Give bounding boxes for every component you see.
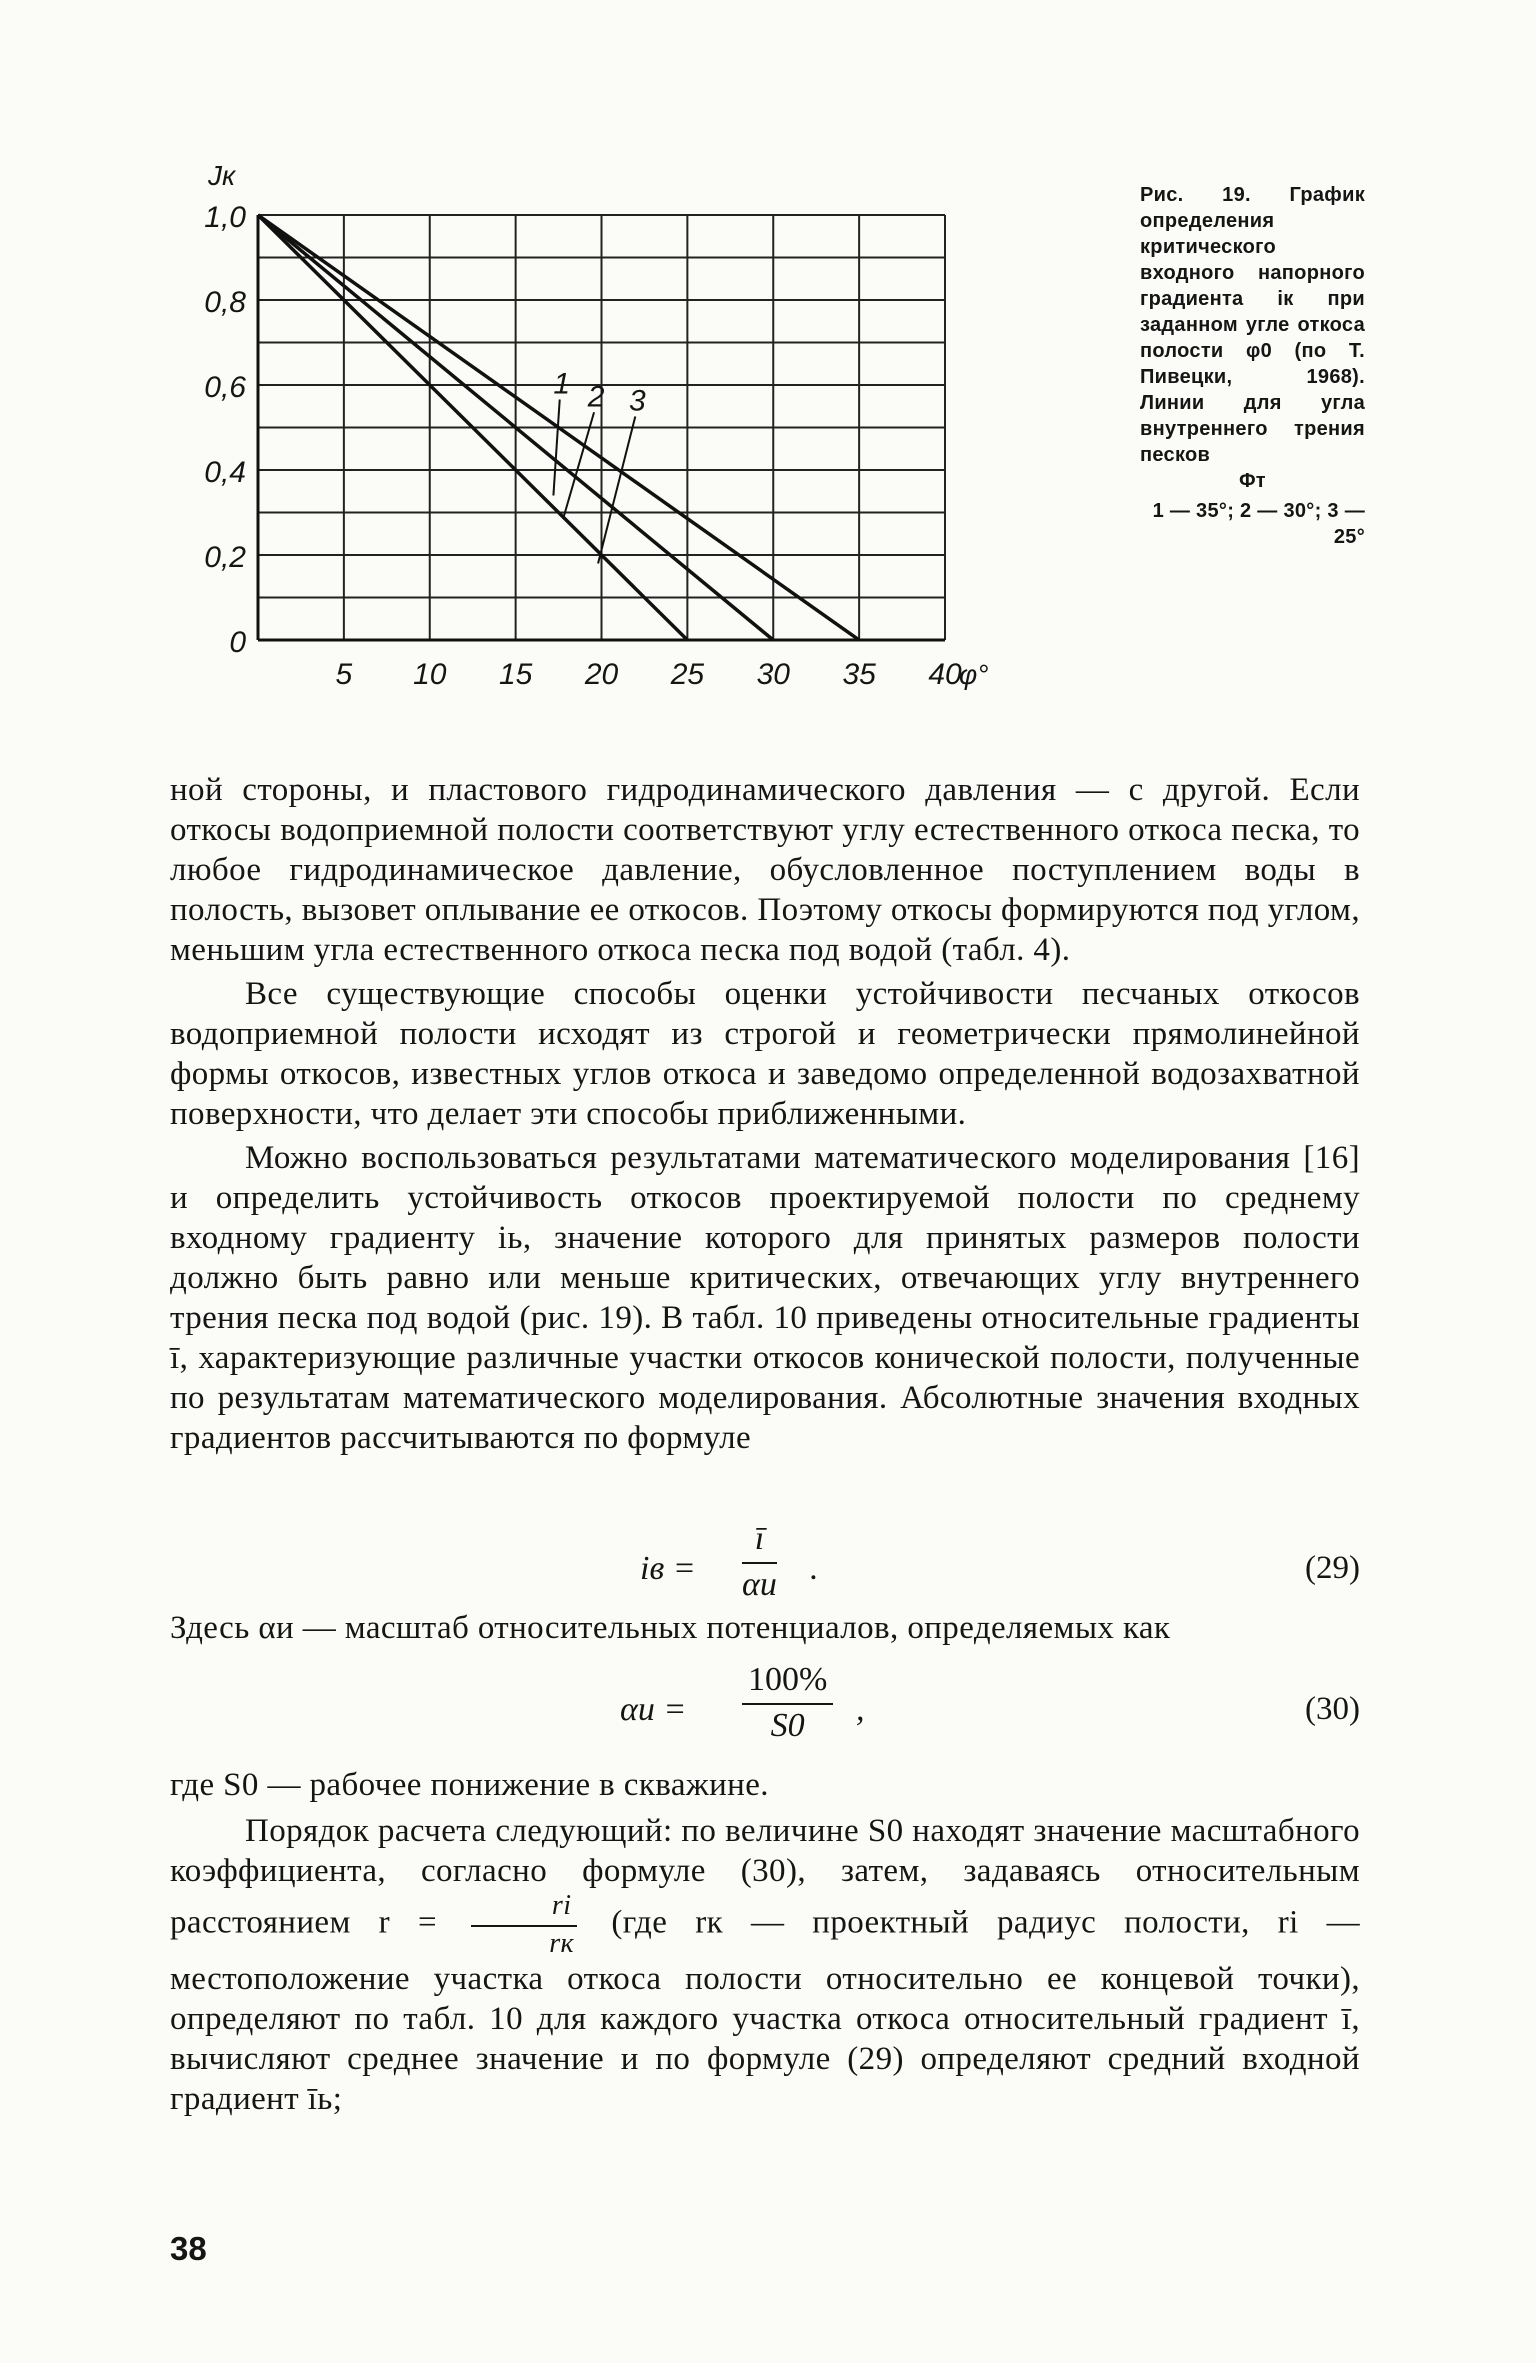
formula-30-numerator: 100% — [742, 1661, 833, 1705]
formula-30-number: (30) — [1305, 1691, 1360, 1727]
x-axis-label: φ° — [959, 659, 989, 690]
critical-gradient-chart — [190, 150, 1070, 730]
chart-svg — [190, 150, 1070, 730]
line-label-3: 3 — [628, 384, 646, 418]
x-tick-label: 20 — [584, 658, 619, 691]
page-number: 38 — [170, 2230, 207, 2267]
body-text-3 — [170, 1765, 1360, 2119]
line-label-2: 2 — [587, 380, 605, 414]
x-tick-label: 40 — [928, 658, 962, 691]
inline-fraction-numerator: ri — [471, 1891, 577, 1927]
line-label-1: 1 — [553, 367, 571, 401]
figure-caption — [1140, 182, 1365, 550]
paragraph-6-part-b: (где rк — проектный радиус полости, ri — местоположение участка откоса полости относительно ее концевой точки), определяют по табл. 10 для каждого участка откоса относительный градиент ī, вычисляют среднее значение и по формуле (29) определяют средний входной градиент īь; — [170, 1904, 1360, 2117]
formula-29-denominator: αи — [742, 1566, 777, 1603]
caption-legend: 1 — 35°; 2 — 30°; 3 — 25° — [1152, 500, 1365, 548]
paragraph-6 — [170, 1811, 1360, 2119]
formula-30-denominator: S0 — [770, 1707, 805, 1744]
caption-text: Рис. 19. График определения критического входного напорного градиента iк при заданном угле откоса полости φ0 (по Т. Пивецки, 1968). Линии для угла внутреннего трения песков — [1140, 184, 1365, 466]
x-tick-label: 10 — [413, 658, 447, 691]
formula-30-tail: , — [856, 1691, 865, 1728]
body-text-1 — [170, 770, 1360, 1458]
body-text-2 — [170, 1608, 1360, 1648]
formula-29-number: (29) — [1305, 1550, 1360, 1586]
x-tick-label: 30 — [756, 658, 790, 691]
paragraph-6-part-a: Порядок расчета следующий: по величине S0 находят значение масштабного коэффициента, согласно формуле (30), затем, задаваясь относительным расстоянием r = — [170, 1813, 1360, 1941]
formula-29 — [170, 1520, 1360, 1620]
y-tick-label: 0 — [229, 626, 246, 659]
inline-fraction — [471, 1891, 577, 1959]
paragraph-3: Можно воспользоваться результатами математического моделирования [16] и определить устойчивость откосов проектируемой полости по среднему входному градиенту iь, значение которого для принятых размеров полости должно быть равно или меньше критических, отвечающих углу внутреннего трения песка под водой (рис. 19). В табл. 10 приведены относительные градиенты ī, характеризующие различные участки откосов конической полости, полученные по результатам математического моделирования. Абсолютные значения входных градиентов рассчитываются по формуле — [170, 1140, 1360, 1456]
paragraph-5: где S0 — рабочее понижение в скважине. — [170, 1767, 769, 1803]
y-tick-label: 1,0 — [204, 201, 246, 234]
inline-fraction-denominator: rк — [549, 1928, 575, 1959]
formula-29-fraction — [742, 1520, 777, 1604]
line-label-leader-1 — [553, 400, 559, 496]
line-label-leader-3 — [598, 417, 635, 564]
y-tick-label: 0,4 — [204, 456, 246, 489]
formula-29-numerator: ī — [742, 1520, 777, 1564]
formula-29-tail: . — [810, 1550, 819, 1587]
formula-29-lhs: iв = — [640, 1550, 696, 1587]
paragraph-4: Здесь αи — масштаб относительных потенциалов, определяемых как — [170, 1610, 1171, 1646]
formula-30-lhs: αи = — [620, 1691, 687, 1728]
x-tick-label: 15 — [498, 658, 533, 691]
caption-symbol: Φт — [1239, 470, 1266, 492]
formula-30-fraction — [742, 1661, 833, 1745]
y-tick-label: 0,8 — [204, 286, 246, 319]
paragraph-2: Все существующие способы оценки устойчивости песчаных откосов водоприемной полости исходят из строгой и геометрически прямолинейной формы откосов, известных углов откоса и заведомо определенной водозахватной поверхности, что делает эти способы приближенными. — [170, 976, 1360, 1132]
y-axis-label: Jк — [208, 160, 236, 191]
formula-30 — [170, 1655, 1360, 1755]
x-tick-label: 35 — [842, 658, 876, 691]
y-tick-label: 0,2 — [204, 541, 246, 574]
y-tick-label: 0,6 — [204, 371, 246, 404]
paragraph-1: ной стороны, и пластового гидродинамического давления — с другой. Если откосы водоприемной полости соответствуют углу естественного откоса песка, то любое гидродинамическое давление, обусловленное поступлением воды в полость, вызовет оплывание ее откосов. Поэтому откосы формируются под углом, меньшим угла естественного откоса песка под водой (табл. 4). — [170, 772, 1360, 968]
x-tick-label: 25 — [670, 658, 705, 691]
x-tick-label: 5 — [335, 658, 353, 691]
